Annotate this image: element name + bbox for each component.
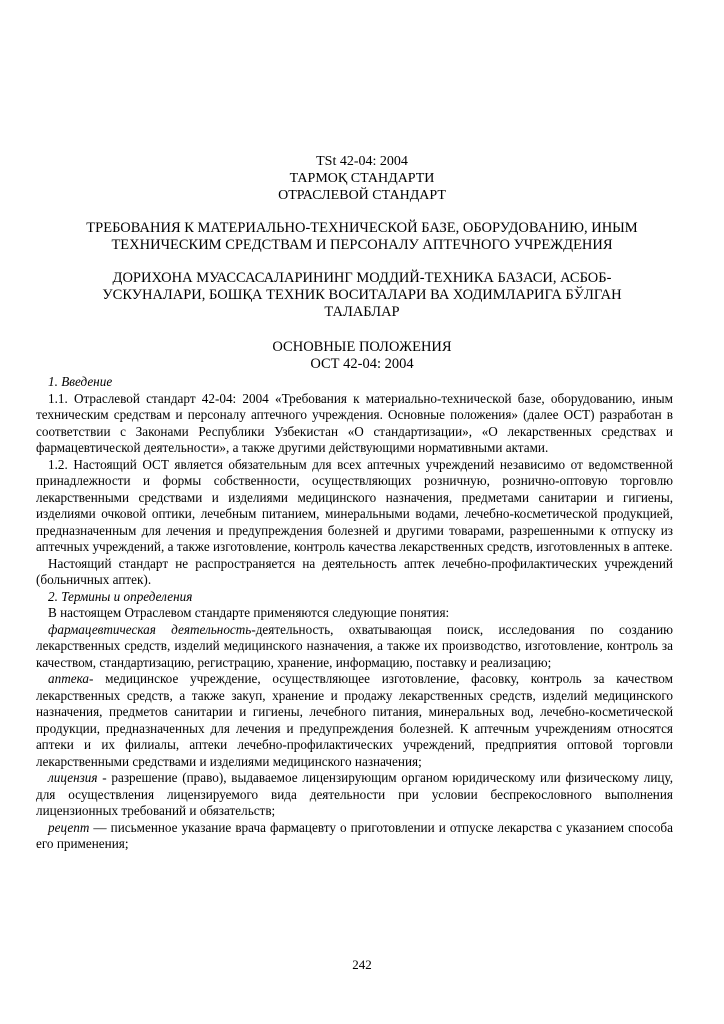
term-text: — письменное указание врача фармацевту о приготовлении и отпуске лекарства с указанием способа его применения; bbox=[36, 819, 673, 851]
section-heading-terms: 2. Термины и определения bbox=[48, 588, 193, 604]
title-uz-line: ДОРИХОНА МУАССАСАЛАРИНИНГ МОДДИЙ-ТЕХНИКА БАЗАСИ, АСБОБ- bbox=[112, 270, 612, 286]
page-number: 242 bbox=[352, 957, 372, 972]
section-title-line: ОСНОВНЫЕ ПОЛОЖЕНИЯ bbox=[272, 339, 452, 355]
term-definition bbox=[36, 820, 673, 853]
terms-intro: В настоящем Отраслевом стандарте применяются следующие понятия: bbox=[48, 605, 450, 620]
term-name: фармацевтическая деятельность bbox=[48, 621, 252, 637]
paragraph-1-2: 1.2. Настоящий ОСТ является обязательным для всех аптечных учреждений независимо от ведомственной принадлежности и формы собственности, осуществляющих розничную, рознично-оптовую торговлю лекарственными средствами и изделиями медицинского назначения, предметами санитарии и гигиены, изделиями очковой оптики, лечебным питанием, минеральными водами, лечебно-косметической продукцией, предназначенным для лечения и предупреждения болезней и другими товарами, разрешенными к отпуску из аптечных учреждений, а также изготовление, контроль качества лекарственных средств, изготовленных в аптеке. bbox=[36, 456, 673, 554]
section-heading-introduction: 1. Введение bbox=[48, 374, 113, 389]
standard-code: TSt 42-04: 2004 bbox=[316, 154, 408, 169]
section-title bbox=[60, 339, 664, 373]
term-name: лицензия bbox=[48, 770, 98, 785]
document-body bbox=[36, 374, 673, 853]
title-uz-line: ТАЛАБЛАР bbox=[324, 304, 400, 320]
title-ru-line: ТЕХНИЧЕСКИМ СРЕДСТВАМ И ПЕРСОНАЛУ АПТЕЧНОГО УЧРЕЖДЕНИЯ bbox=[111, 237, 613, 253]
title-ru-line: ТРЕБОВАНИЯ К МАТЕРИАЛЬНО-ТЕХНИЧЕСКОЙ БАЗЕ, ОБОРУДОВАНИЮ, ИНЫМ bbox=[86, 220, 638, 236]
term-definition bbox=[36, 671, 673, 770]
term-text: -деятельность, охватывающая поиск, исследования по созданию лекарственных средств, изделий медицинского назначения, а также их производство, изготовление, контроль за качеством, стандартизацию, регистрацию, хранение, информацию, поставку и реализацию; bbox=[36, 621, 674, 670]
paragraph-1-1: 1.1. Отраслевой стандарт 42-04: 2004 «Требования к материально-технической базе, оборудованию, иным техническим средствам и персоналу аптечного учреждения. Основные положения» (далее ОСТ) разработан в соответствии с Законами Республики Узбекистан «О стандартизации», «О лекарственных средствах и фармацевтической деятельности», а также другими действующими нормативными актами. bbox=[36, 390, 673, 455]
standard-type-uz: ТАРМОҚ СТАНДАРТИ bbox=[289, 171, 435, 186]
term-definition bbox=[36, 622, 673, 672]
term-text: медицинское учреждение, осуществляющее изготовление, фасовку, контроль за качеством лекарственных средств, а также закуп, хранение и продажу лекарственных средств, изделий медицинского назначения, предметов санитарии и гигиены, лечебного питания, минеральных вод, лечебно-косметической продукции, предназначенных для лечения и предупреждения болезней. К аптечным учреждениям относятся аптеки и их филиалы, аптеки лечебно-профилактических учреждений, предприятия оптовой торговли лекарственными средствами и изделиями медицинского назначения; bbox=[36, 671, 673, 769]
title-uz-line: УСКУНАЛАРИ, БОШҚА ТЕХНИК ВОСИТАЛАРИ ВА ХОДИМЛАРИГА БЎЛГАН bbox=[102, 287, 622, 303]
term-definition bbox=[36, 770, 673, 820]
section-title-code: ОСТ 42-04: 2004 bbox=[310, 356, 414, 372]
term-name: рецепт bbox=[48, 819, 90, 835]
paragraph-scope-exclusion: Настоящий стандарт не распространяется на деятельность аптек лечебно-профилактических учреждений (больничных аптек). bbox=[36, 555, 673, 587]
term-text: - разрешение (право), выдаваемое лицензирующим органом юридическому или физическому лицу, для осуществления лицензируемого вида деятельности при условии беспрекословного выполнения лицензионных требований и обязательств; bbox=[36, 770, 673, 818]
title-uzbek bbox=[60, 270, 664, 321]
term-name: аптека- bbox=[48, 671, 94, 686]
title-russian bbox=[60, 220, 664, 254]
standard-type-ru: ОТРАСЛЕВОЙ СТАНДАРТ bbox=[278, 188, 446, 203]
standard-header bbox=[0, 153, 724, 204]
